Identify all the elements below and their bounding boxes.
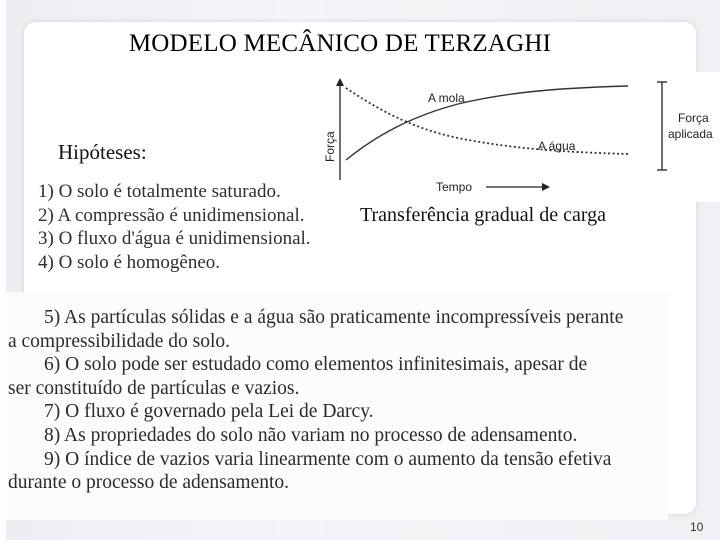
figure-caption: Transferência gradual de carga	[360, 204, 606, 226]
y-axis-label: Força	[323, 131, 337, 162]
y-axis-arrowhead	[336, 78, 344, 86]
hypothesis-9-line2: durante o processo de adensamento.	[8, 472, 290, 494]
hypothesis-6-line2: ser constituído de partículas e vazios.	[8, 377, 300, 399]
load-transfer-svg	[318, 72, 720, 202]
load-transfer-figure	[318, 72, 720, 202]
x-axis-label: Tempo	[436, 180, 473, 194]
hypothesis-9-line1: 9) O índice de vazios varia linearmente com o aumento da tensão efetiva	[44, 448, 612, 470]
water-curve-label: A água	[538, 139, 576, 153]
applied-force-label-line1: Força	[678, 111, 709, 125]
hypothesis-8: 8) As propriedades do solo não variam no processo de adensamento.	[44, 424, 578, 446]
spring-curve-label: A mola	[428, 91, 465, 105]
hypotheses-scan-bottom	[2, 292, 668, 520]
spring-curve	[346, 86, 628, 160]
hypothesis-7: 7) O fluxo é governado pela Lei de Darcy.	[44, 401, 374, 423]
slide-subtitle: Hipóteses:	[58, 140, 147, 164]
hypotheses-list-bottom	[8, 306, 623, 495]
applied-force-label-line2: aplicada	[668, 127, 713, 141]
x-axis-arrowhead	[542, 183, 550, 191]
hypotheses-list-top	[38, 180, 338, 274]
hypothesis-2: 2) A compressão é unidimensional.	[38, 204, 305, 226]
hypothesis-3: 3) O fluxo d'água é unidimensional.	[38, 228, 311, 249]
page-number: 10	[690, 520, 704, 534]
hypothesis-6-line1: 6) O solo pode ser estudado como elementos infinitesimais, apesar de	[44, 354, 588, 376]
hypothesis-1: 1) O solo é totalmente saturado.	[38, 181, 281, 202]
hypothesis-5-line2: a compressibilidade do solo.	[8, 330, 231, 352]
hypothesis-5-line1: 5) As partículas sólidas e a água são praticamente incompressíveis perante	[44, 307, 624, 328]
hypothesis-4: 4) O solo é homogêneo.	[38, 251, 221, 273]
slide-title: MODELO MECÂNICO DE TERZAGHI	[128, 30, 552, 57]
